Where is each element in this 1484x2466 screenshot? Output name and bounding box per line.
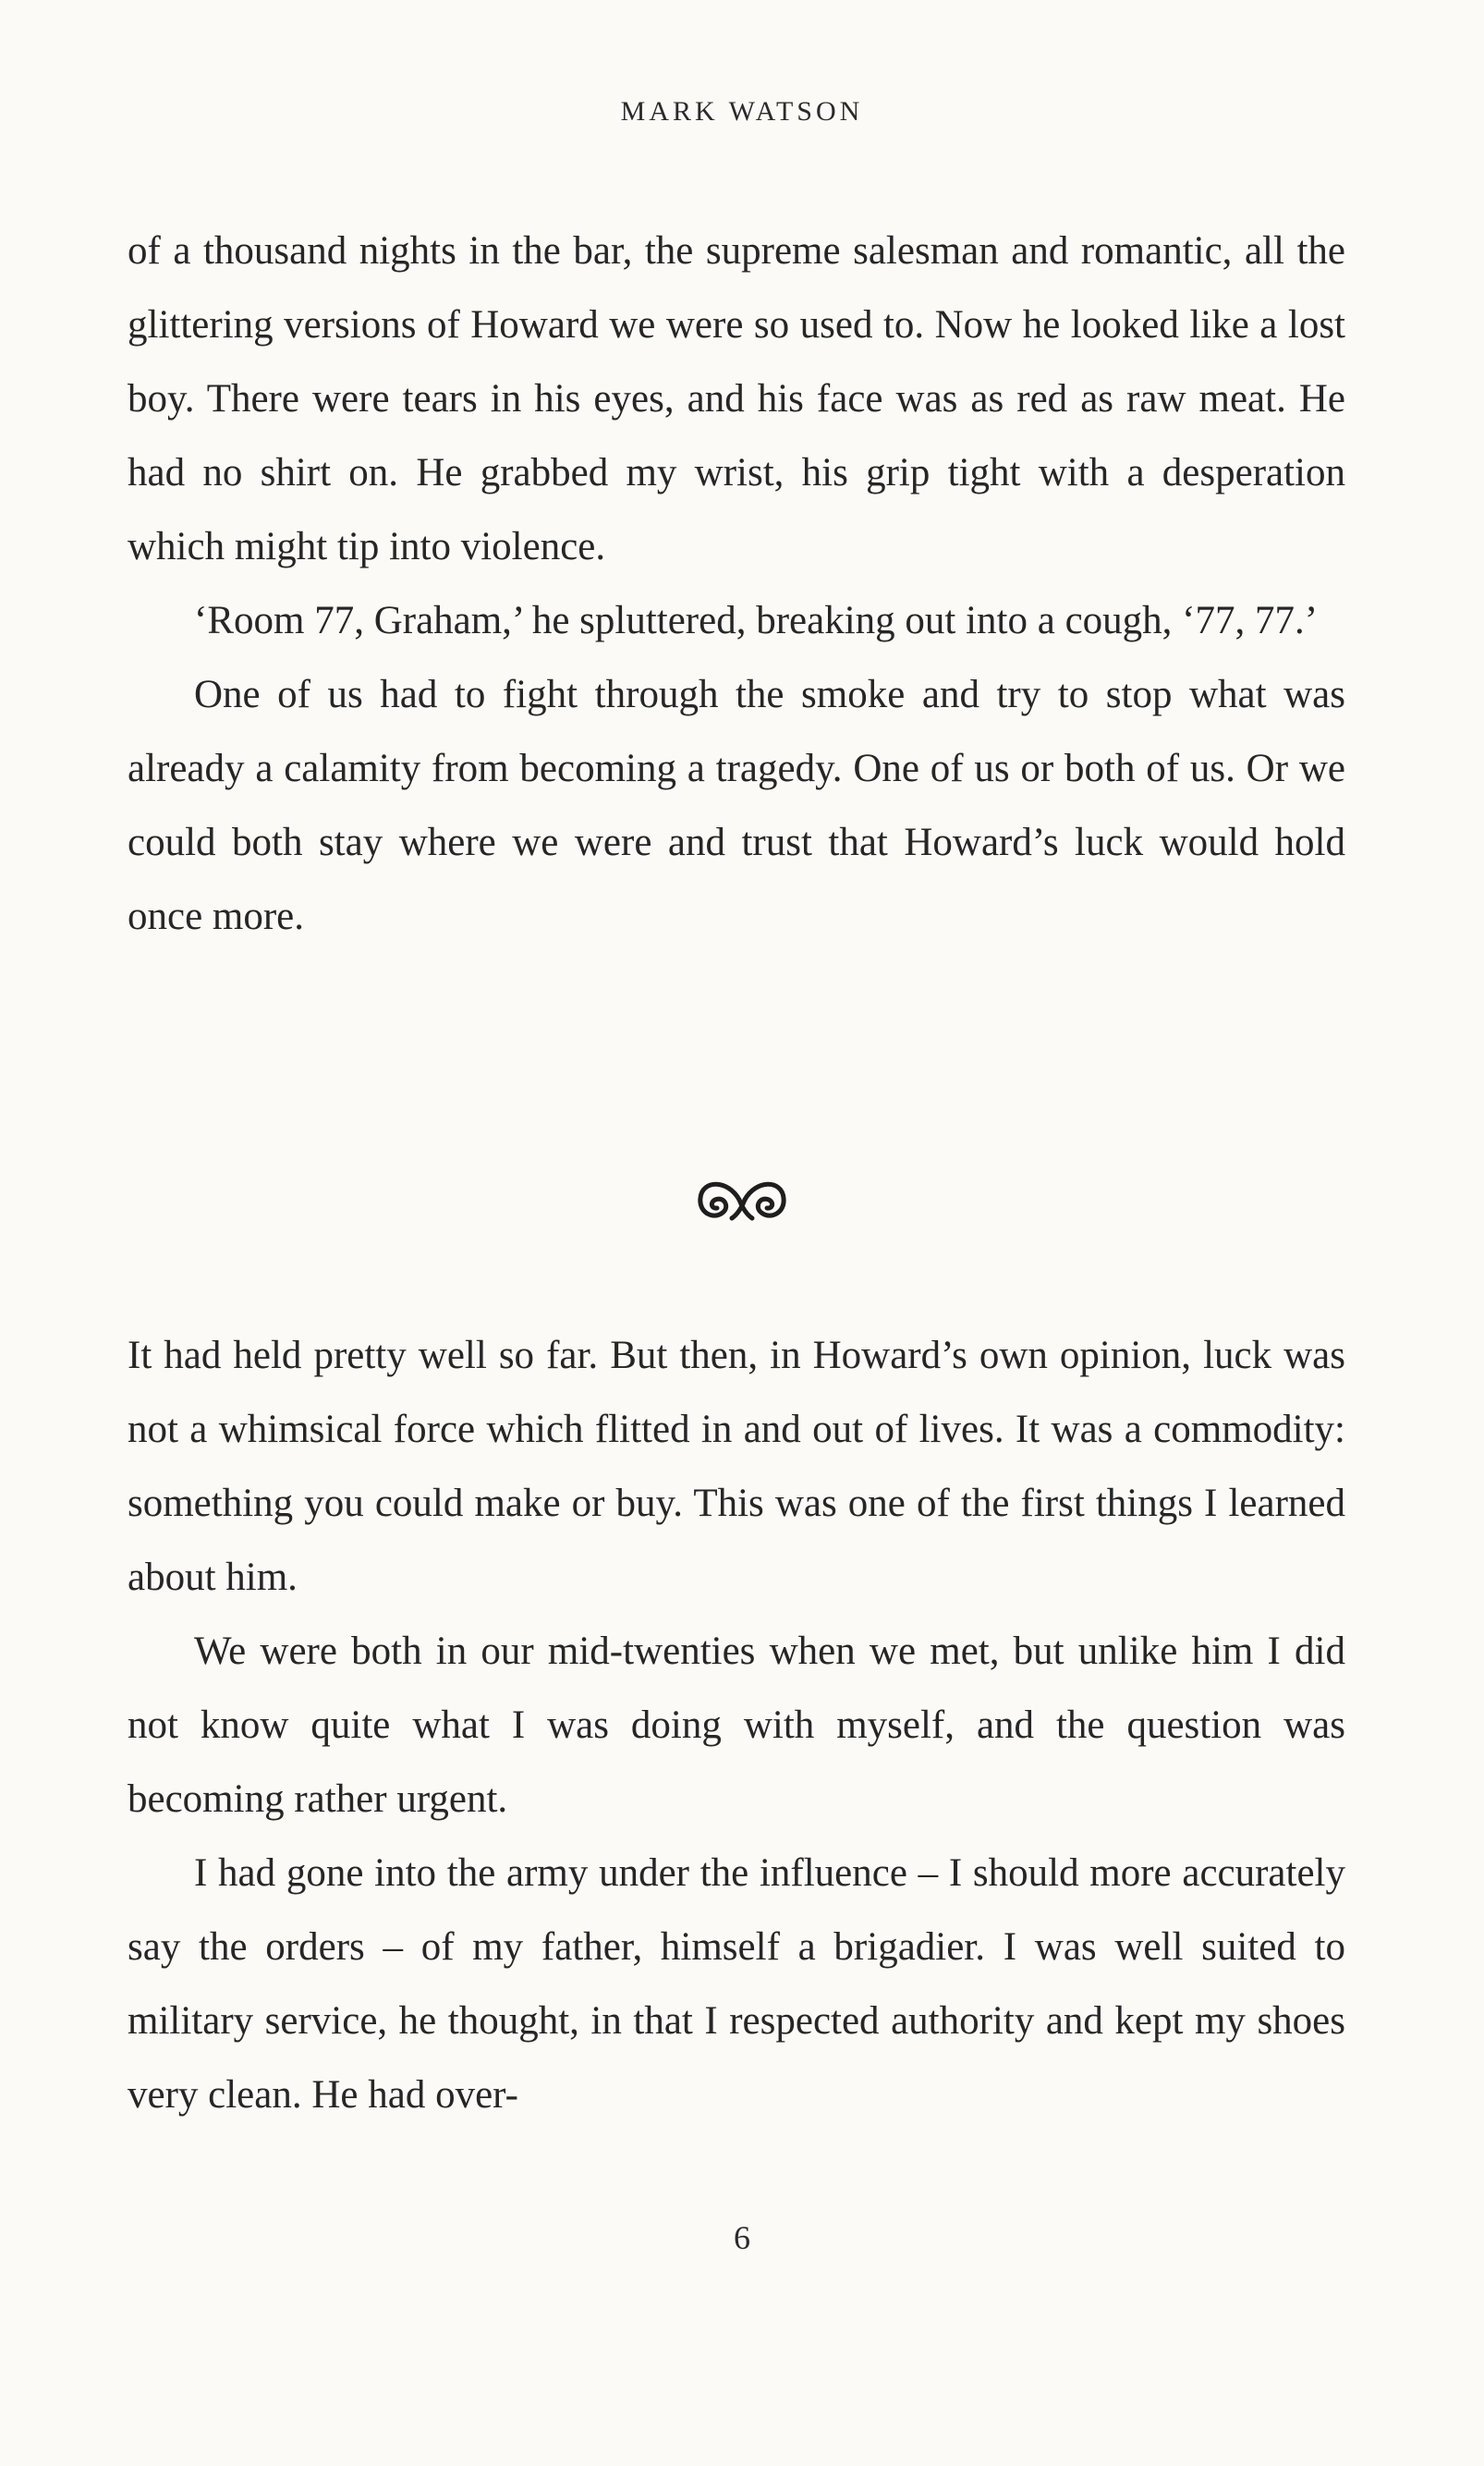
paragraph: of a thousand nights in the bar, the supreme salesman and romantic, all the glittering versions of Howard we were so used to. Now he looked like a lost boy. There were tears in his eyes, and his face was as red as raw meat. He had no shirt on. He grabbed my wrist, his grip tight with a desperation which might tip into violence. <box>128 229 1345 568</box>
running-head: MARK WATSON <box>620 96 864 127</box>
section-2-text <box>128 1319 1345 2132</box>
paragraph: It had held pretty well so far. But then, in Howard’s own opinion, luck was not a whimsical force which flitted in and out of lives. It was a commodity: something you could make or buy. This was one of the first things I learned about him. <box>128 1334 1345 1599</box>
paragraph: One of us had to fight through the smoke and try to stop what was already a calamity from becoming a tragedy. One of us or both of us. Or we could both stay where we were and trust that Howard’s luck would hold once more. <box>128 673 1345 938</box>
section-break <box>0 1172 1484 1227</box>
paragraph: I had gone into the army under the influence – I should more accurately say the orders – of my father, himself a brigadier. I was well suited to military service, he thought, in that I respected authority and kept my shoes very clean. He had over- <box>128 1851 1345 2117</box>
page-number: 6 <box>734 2219 750 2256</box>
paragraph: ‘Room 77, Graham,’ he spluttered, breaking out into a cough, ‘77, 77.’ <box>194 599 1319 642</box>
section-1-text <box>128 214 1345 954</box>
paragraph: We were both in our mid-twenties when we met, but unlike him I did not know quite what I was doing with myself, and the question was becoming rather urgent. <box>128 1630 1345 1821</box>
scroll-ornament-icon <box>691 1172 793 1227</box>
